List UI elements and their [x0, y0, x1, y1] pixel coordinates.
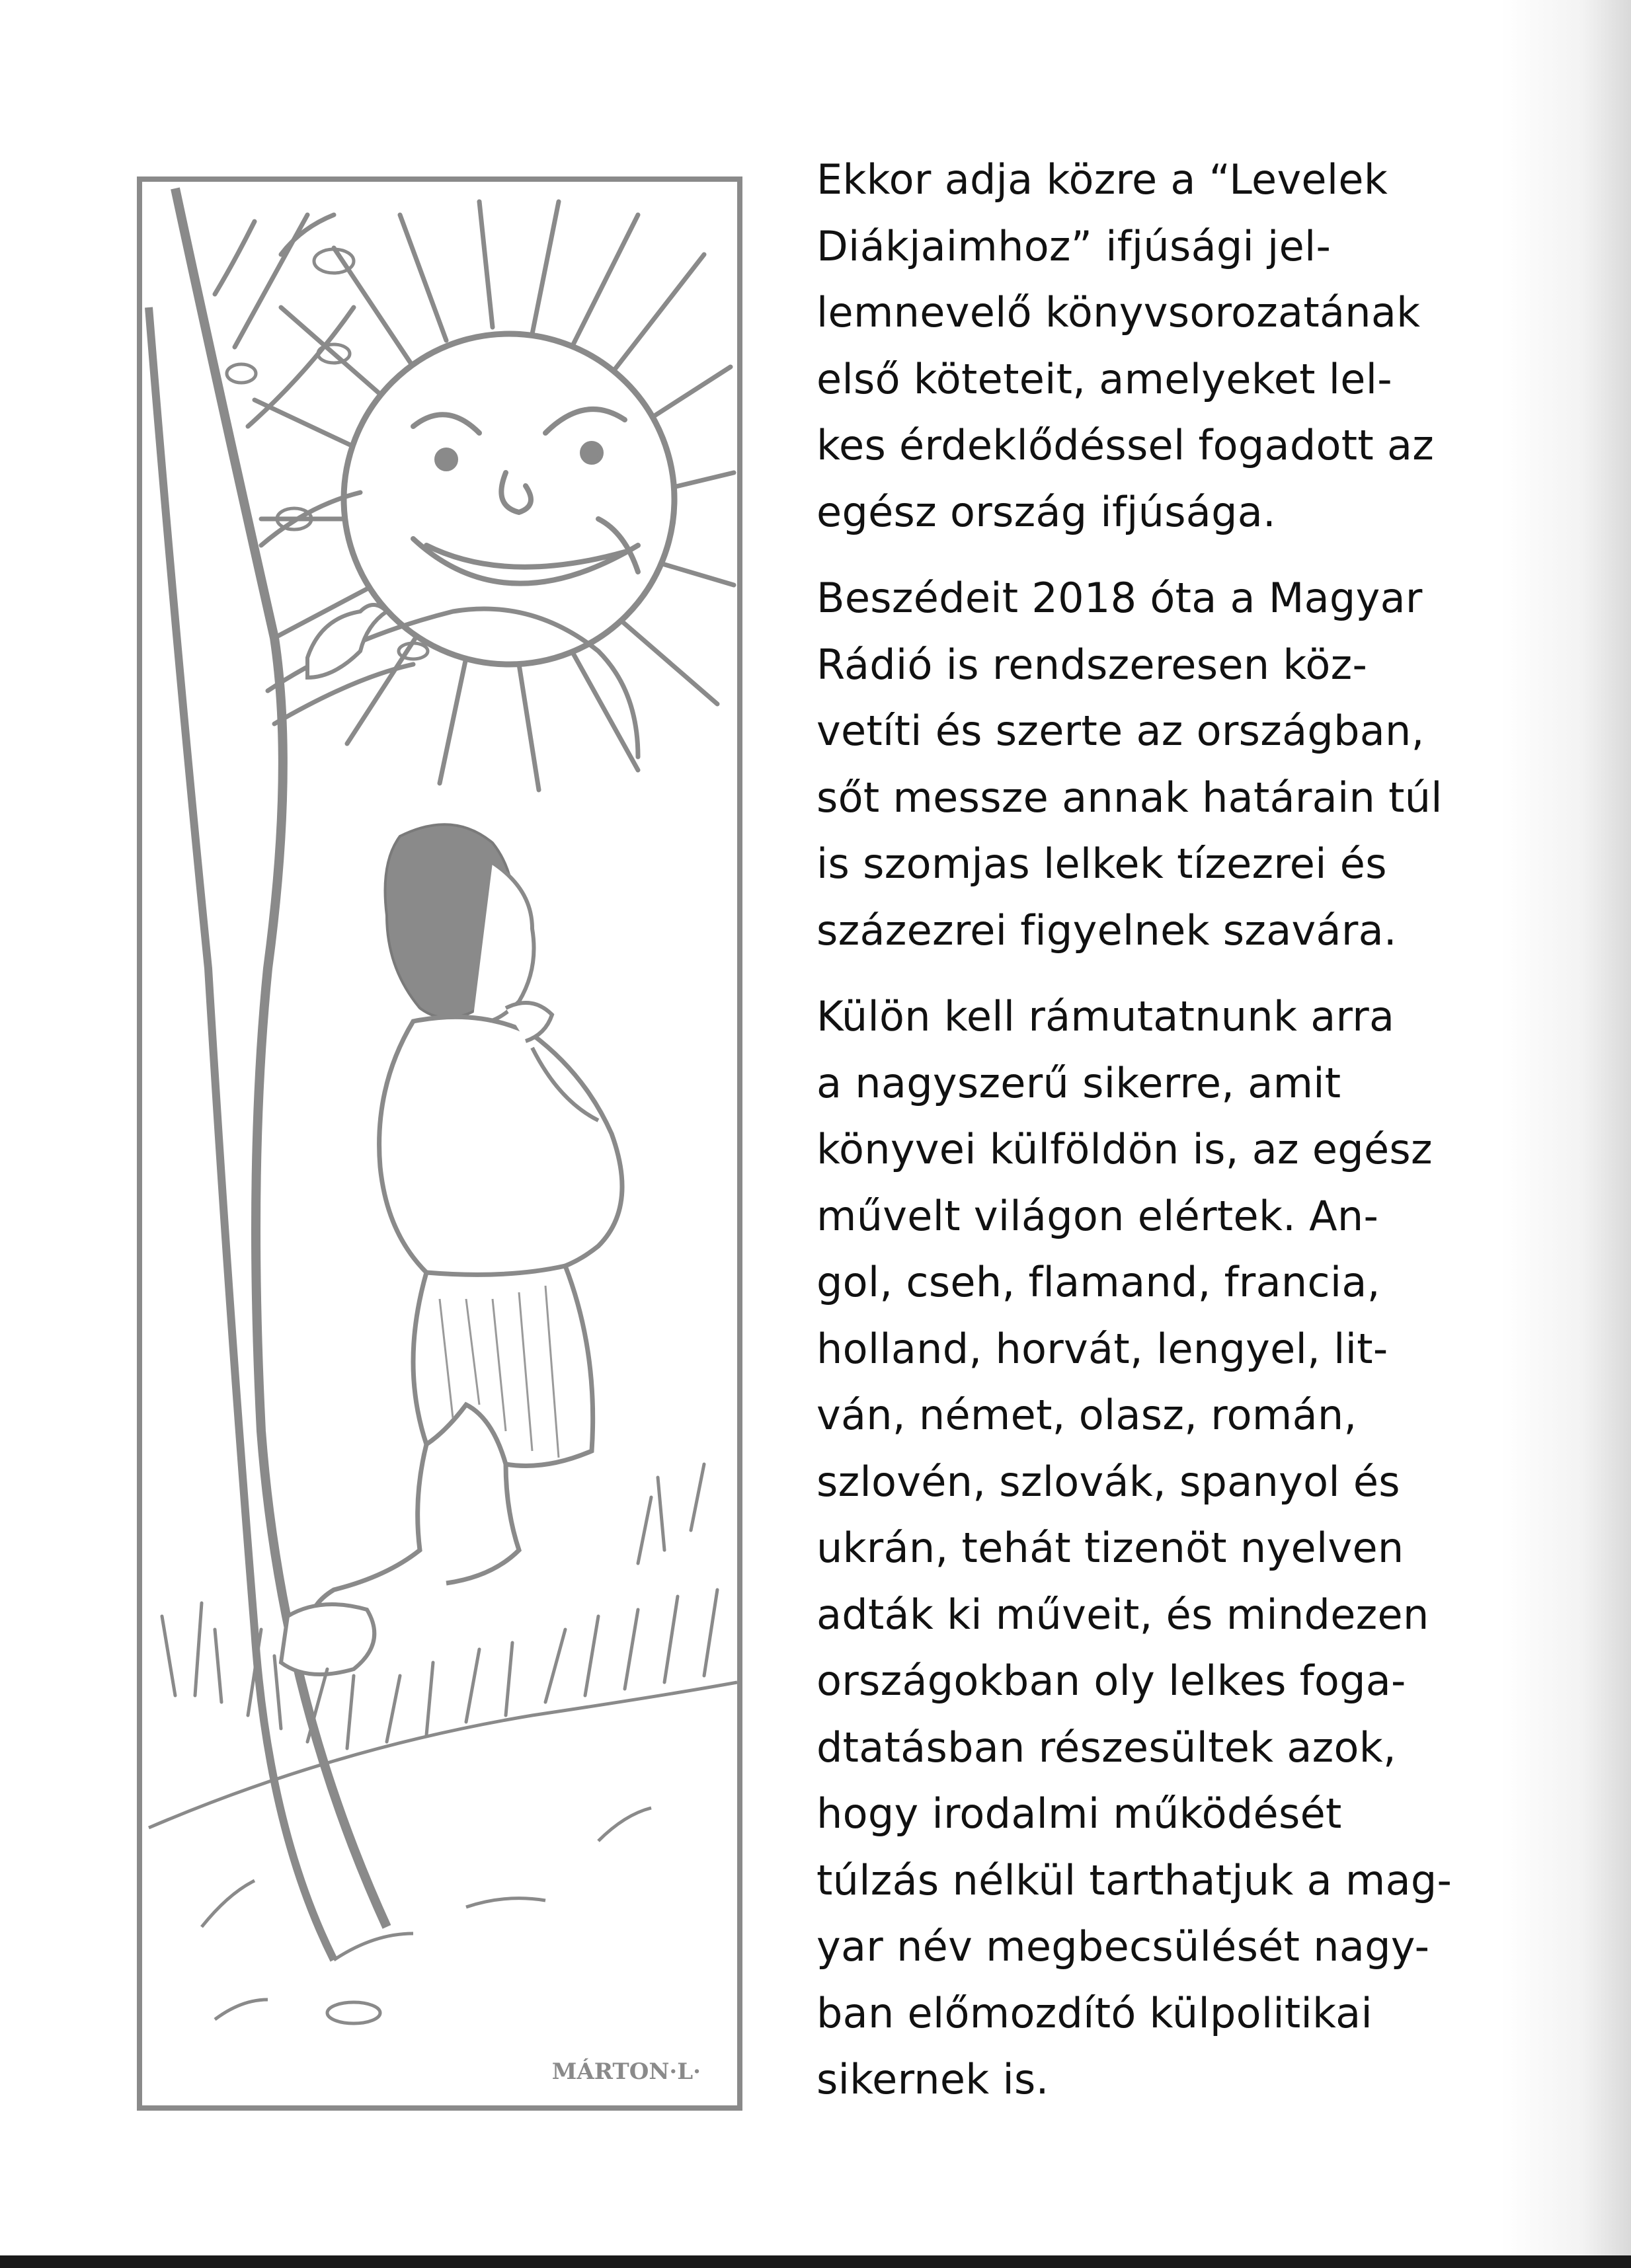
text-line: első köteteit, amelyeket lel- — [816, 354, 1392, 403]
boy-figure — [281, 824, 622, 1674]
artist-signature: MÁRTON·L· — [551, 2058, 701, 2085]
text-line: egész ország ifjúsága. — [816, 487, 1277, 536]
ground-details — [202, 1808, 651, 2023]
text-line: Ekkor adja közre a “Levelek — [816, 155, 1388, 204]
text-line: sikernek is. — [816, 2055, 1049, 2103]
body-text — [816, 147, 1484, 2133]
text-line: Diákjaimhoz” ifjúsági jel- — [816, 221, 1332, 270]
text-line: lemnevelő könyvsorozatának — [816, 288, 1421, 336]
text-line: gol, cseh, flamand, francia, — [816, 1258, 1380, 1306]
text-line: országokban oly lelkes foga- — [816, 1657, 1406, 1705]
text-line: hogy irodalmi működését — [816, 1789, 1342, 1838]
text-line: Külön kell rámutatnunk arra — [816, 992, 1395, 1040]
paragraph-1 — [816, 147, 1484, 545]
text-line: Rádió is rendszeresen köz- — [816, 640, 1368, 689]
sun-face — [344, 334, 674, 664]
text-line: yar név megbecsülését nagy- — [816, 1922, 1430, 1971]
text-line: sőt messze annak határain túl — [816, 773, 1443, 822]
text-line: szlovén, szlovák, spanyol és — [816, 1457, 1400, 1506]
text-line: könyvei külföldön is, az egész — [816, 1125, 1433, 1173]
text-line: Beszédeit 2018 óta a Magyar — [816, 574, 1423, 622]
text-line: a nagyszerű sikerre, amit — [816, 1058, 1341, 1107]
text-line: kes érdeklődéssel fogadott az — [816, 421, 1435, 469]
text-line: vetíti és szerte az országban, — [816, 707, 1425, 755]
illustration-drawing — [136, 175, 744, 2112]
text-line: dtatásban részesültek azok, — [816, 1723, 1396, 1772]
paragraph-3 — [816, 984, 1484, 2113]
text-line: ban előmozdító külpolitikai — [816, 1988, 1372, 2037]
ground-line — [149, 1682, 737, 1828]
text-line: ukrán, tehát tizenöt nyelven — [816, 1524, 1404, 1572]
boy-and-sun-illustration — [136, 175, 744, 2112]
text-line: is szomjas lelkek tízezrei és — [816, 840, 1387, 888]
text-line: adták ki műveit, és mindezen — [816, 1590, 1429, 1639]
text-line: százezrei figyelnek szavára. — [816, 906, 1397, 955]
paragraph-2 — [816, 565, 1484, 964]
text-line: túlzás nélkül tarthatjuk a mag- — [816, 1856, 1452, 1904]
text-line: művelt világon elértek. An- — [816, 1191, 1379, 1240]
scan-bottom-edge — [0, 2255, 1631, 2268]
text-line: holland, horvát, lengyel, lit- — [816, 1324, 1388, 1373]
text-line: ván, német, olasz, román, — [816, 1391, 1357, 1439]
